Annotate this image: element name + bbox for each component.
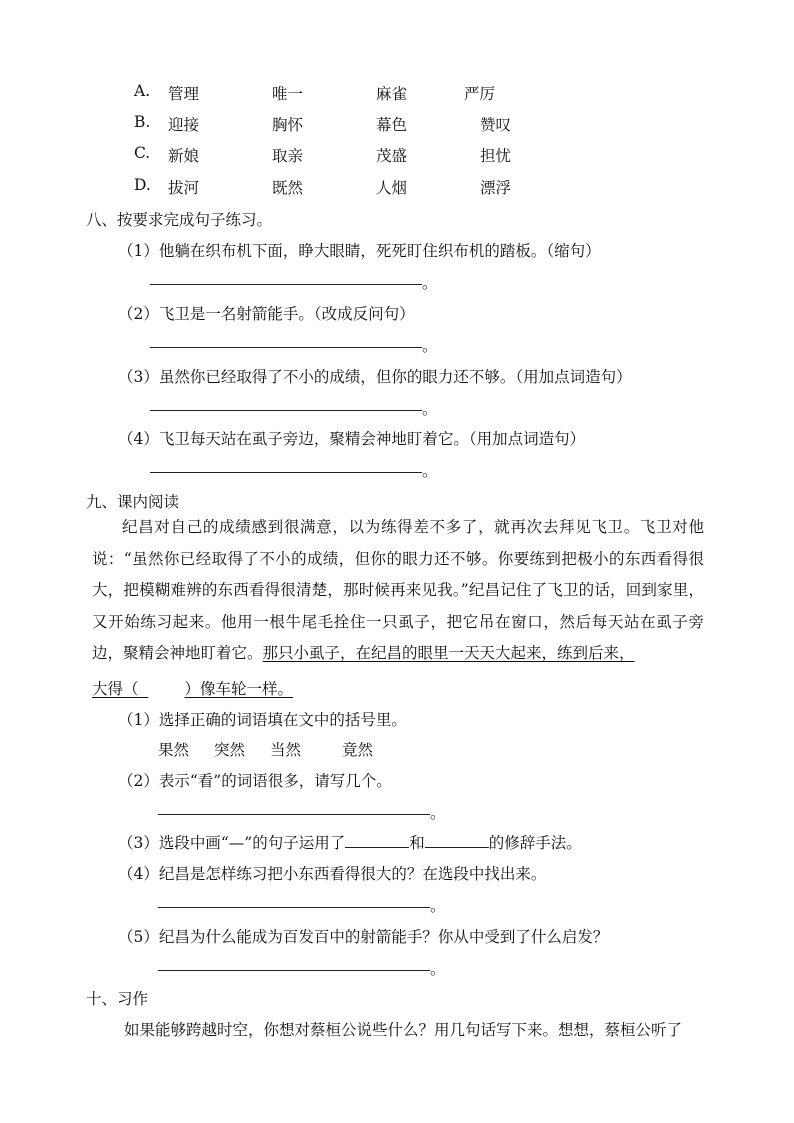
option-word: 人烟 bbox=[376, 179, 408, 197]
underlined-text: 大得（ bbox=[92, 680, 139, 698]
choice-word: 果然 bbox=[158, 741, 190, 759]
option-word: 既然 bbox=[272, 179, 304, 197]
option-word: 胸怀 bbox=[272, 116, 304, 134]
answer-line-9-2[interactable] bbox=[158, 814, 430, 815]
passage-text: 纪昌对自己的成绩感到很满意，以为练得差不多了，就再次去拜见飞卫。飞卫对他说：“虽然你已经取得了不小的成绩，但你的眼力还不够。你要练到把极小的东西看得很大，把模糊难辨的东西看得很清楚，那时候再来见我。”纪昌记住了飞卫的话，回到家里，又开始练习起来。他用一根牛尾毛拴住一只虱子，把它吊在窗口，然后每天站在虱子旁边，聚精会神地盯着它。 bbox=[92, 518, 704, 662]
option-word: 取亲 bbox=[272, 147, 304, 165]
choice-word: 突然 bbox=[214, 741, 246, 759]
option-word: 严厉 bbox=[464, 85, 496, 103]
reading-passage bbox=[92, 512, 704, 670]
option-word: 漂浮 bbox=[480, 179, 512, 197]
answer-line-8-3[interactable] bbox=[150, 410, 422, 411]
period: 。 bbox=[422, 337, 438, 355]
writing-prompt: 如果能够跨越时空，你想对蔡桓公说些什么？用几句话写下来。想想，蔡桓公听了 bbox=[124, 1021, 683, 1039]
underlined-text: ）像车轮一样。 bbox=[184, 680, 294, 698]
period: 。 bbox=[430, 960, 446, 978]
option-word: 赞叹 bbox=[480, 116, 512, 134]
period: 。 bbox=[422, 462, 438, 480]
section-10-title: 十、习作 bbox=[86, 990, 149, 1008]
question-text: （3）选段中画“—”的句子运用了 bbox=[118, 834, 346, 852]
option-letter: B. bbox=[134, 113, 151, 131]
question-text: 和 bbox=[409, 834, 425, 852]
paren-blank[interactable] bbox=[139, 680, 185, 698]
question-9-2: （2）表示“看”的词语很多，请写几个。 bbox=[118, 772, 392, 790]
option-word: 唯一 bbox=[272, 85, 304, 103]
option-word: 拔河 bbox=[168, 179, 200, 197]
question-9-5: （5）纪昌为什么能成为百发百中的射箭能手？你从中受到了什么启发？ bbox=[118, 928, 609, 946]
period: 。 bbox=[422, 400, 438, 418]
blank-rhetoric-1[interactable] bbox=[345, 832, 409, 849]
section-8-title: 八、按要求完成句子练习。 bbox=[86, 211, 273, 229]
option-word: 迎接 bbox=[168, 116, 200, 134]
question-8-4: （4）飞卫每天站在虱子旁边，聚精会神地盯着它。（用加点词造句） bbox=[118, 430, 586, 448]
option-word: 麻雀 bbox=[376, 85, 408, 103]
underlined-sentence-part-2 bbox=[92, 677, 293, 699]
option-word: 担忧 bbox=[480, 147, 512, 165]
period: 。 bbox=[422, 274, 438, 292]
choice-word: 竟然 bbox=[342, 741, 374, 759]
option-word: 幕色 bbox=[376, 116, 408, 134]
choice-word: 当然 bbox=[270, 741, 302, 759]
question-9-3 bbox=[118, 831, 582, 853]
answer-line-9-5[interactable] bbox=[158, 970, 430, 971]
question-8-3: （3）虽然你已经取得了不小的成绩，但你的眼力还不够。（用加点词造句） bbox=[118, 368, 632, 386]
section-9-title: 九、课内阅读 bbox=[86, 493, 180, 511]
answer-line-9-4[interactable] bbox=[158, 907, 430, 908]
option-word: 新娘 bbox=[168, 147, 200, 165]
answer-line-8-2[interactable] bbox=[150, 347, 422, 348]
option-letter: C. bbox=[134, 144, 151, 162]
period: 。 bbox=[430, 897, 446, 915]
option-letter: A. bbox=[134, 82, 151, 100]
option-word: 茂盛 bbox=[376, 147, 408, 165]
question-text: 的修辞手法。 bbox=[488, 834, 582, 852]
option-word: 管理 bbox=[168, 85, 200, 103]
answer-line-8-4[interactable] bbox=[150, 472, 422, 473]
question-9-1: （1）选择正确的词语填在文中的括号里。 bbox=[118, 711, 407, 729]
option-letter: D. bbox=[134, 176, 151, 194]
answer-line-8-1[interactable] bbox=[150, 284, 422, 285]
question-8-1: （1）他躺在织布机下面，睁大眼睛，死死盯住织布机的踏板。（缩句） bbox=[118, 242, 601, 260]
blank-rhetoric-2[interactable] bbox=[425, 832, 489, 849]
question-8-2: （2）飞卫是一名射箭能手。（改成反问句） bbox=[118, 305, 415, 323]
period: 。 bbox=[430, 804, 446, 822]
underlined-sentence-part-1: 那只小虱子，在纪昌的眼里一天天大起来，练到后来， bbox=[262, 644, 635, 662]
question-9-4: （4）纪昌是怎样练习把小东西看得很大的？在选段中找出来。 bbox=[118, 865, 547, 883]
